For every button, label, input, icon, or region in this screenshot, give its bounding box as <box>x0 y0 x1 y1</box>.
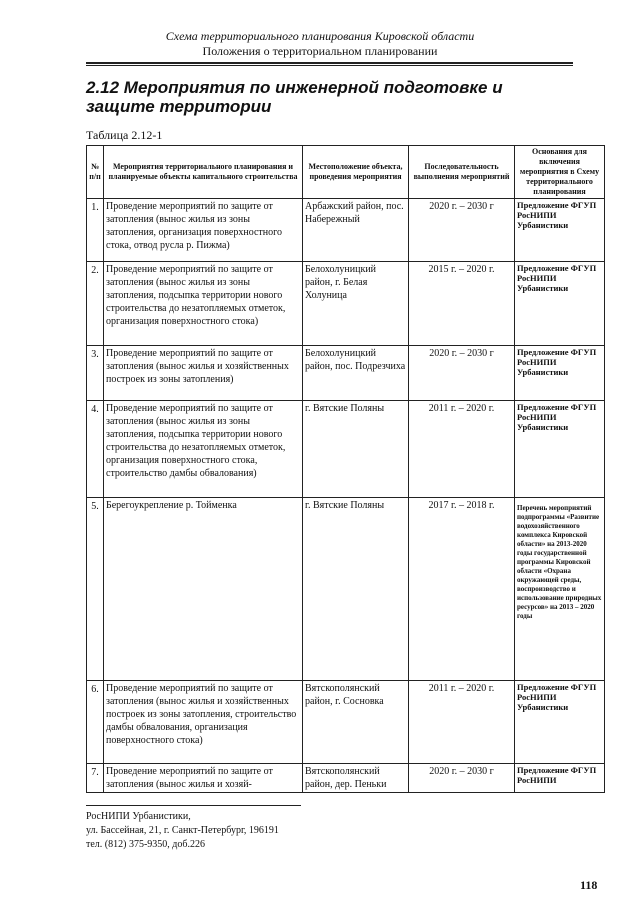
running-header-title: Схема территориального планирования Кировской области <box>165 29 475 43</box>
row-location: Белохолуницкий район, г. Белая Холуница <box>303 262 409 346</box>
measures-table <box>86 145 605 793</box>
table-row <box>87 401 605 498</box>
row-measure: Берегоукрепление р. Тойменка <box>104 498 303 681</box>
header-rule-thick <box>86 62 573 64</box>
header-period: Последовательность выполнения мероприятий <box>409 146 515 199</box>
row-basis: Предложение ФГУП РосНИПИ <box>515 764 605 793</box>
row-measure: Проведение мероприятий по защите от затопления (вынос жилья и хозяйственных построек из зоны затопления) <box>104 346 303 401</box>
row-num: 6. <box>87 681 104 764</box>
header-rule-thin <box>86 65 573 66</box>
row-basis: Предложение ФГУП РосНИПИ Урбанистики <box>515 401 605 498</box>
row-measure: Проведение мероприятий по защите от затопления (вынос жилья из зоны затопления, организация поверхностного стока, отвод русла р. Пижма) <box>104 199 303 262</box>
row-location: Вятскополянский район, дер. Пеньки <box>303 764 409 793</box>
row-measure: Проведение мероприятий по защите от затопления (вынос жилья из зоны затопления, подсыпка территории нового строительства до незатопляемых отметок, организация поверхностного стока, строительство дамбы обвалования) <box>104 401 303 498</box>
footer-org: РосНИПИ Урбанистики, <box>86 811 191 822</box>
running-header-subtitle: Положения о территориальном планировании <box>202 44 438 58</box>
table-row <box>87 346 605 401</box>
row-period: 2020 г. – 2030 г <box>409 764 515 793</box>
row-location: Арбажский район, пос. Набережный <box>303 199 409 262</box>
row-basis: Предложение ФГУП РосНИПИ Урбанистики <box>515 681 605 764</box>
row-location: Белохолуницкий район, пос. Подрезчиха <box>303 346 409 401</box>
row-num: 1. <box>87 199 104 262</box>
table-caption: Таблица 2.12-1 <box>86 128 163 142</box>
row-basis: Предложение ФГУП РосНИПИ Урбанистики <box>515 199 605 262</box>
row-num: 3. <box>87 346 104 401</box>
row-measure: Проведение мероприятий по защите от затопления (вынос жилья и хозяй- <box>104 764 303 793</box>
row-period: 2017 г. – 2018 г. <box>409 498 515 681</box>
section-title: 2.12 Мероприятия по инженерной подготовке и защите территории <box>86 78 503 116</box>
table-row <box>87 498 605 681</box>
row-period: 2015 г. – 2020 г. <box>409 262 515 346</box>
table-row <box>87 262 605 346</box>
row-basis: Предложение ФГУП РосНИПИ Урбанистики <box>515 346 605 401</box>
footer-street: ул. Бассейная, 21, г. Санкт-Петербург, 196191 <box>86 825 279 836</box>
row-num: 5. <box>87 498 104 681</box>
header-measure: Мероприятия территориального планирования и планируемые объекты капитального строительства <box>104 146 303 199</box>
row-period: 2020 г. – 2030 г <box>409 199 515 262</box>
row-basis: Перечень мероприятий подпрограммы «Развитие водохозяйственного комплекса Кировской области» на 2013-2020 годы государственной программы Кировской области «Охрана окружающей среды, воспроизводство и использование природных ресурсов» на 2013 – 2020 годы <box>515 498 605 681</box>
row-period: 2011 г. – 2020 г. <box>409 681 515 764</box>
table-row <box>87 199 605 262</box>
row-num: 2. <box>87 262 104 346</box>
row-location: г. Вятские Поляны <box>303 401 409 498</box>
table-row <box>87 681 605 764</box>
footer-rule <box>86 805 301 806</box>
row-location: г. Вятские Поляны <box>303 498 409 681</box>
row-num: 4. <box>87 401 104 498</box>
row-period: 2020 г. – 2030 г <box>409 346 515 401</box>
row-num: 7. <box>87 764 104 793</box>
row-period: 2011 г. – 2020 г. <box>409 401 515 498</box>
page-number: 118 <box>580 878 598 892</box>
footer-address <box>86 810 279 852</box>
header-num: № п/п <box>87 146 104 199</box>
header-location: Местоположение объекта, проведения мероприятия <box>303 146 409 199</box>
footer-phone: тел. (812) 375-9350, доб.226 <box>86 839 205 850</box>
row-measure: Проведение мероприятий по защите от затопления (вынос жилья и хозяйственных построек из зоны затопления, строительство дамбы обвалования, организация поверхностного стока) <box>104 681 303 764</box>
row-basis: Предложение ФГУП РосНИПИ Урбанистики <box>515 262 605 346</box>
header-basis: Основания для включения мероприятия в Схему территориального планирования <box>515 146 605 199</box>
table-row <box>87 764 605 793</box>
table-header-row <box>87 146 605 199</box>
row-location: Вятскополянский район, г. Сосновка <box>303 681 409 764</box>
row-measure: Проведение мероприятий по защите от затопления (вынос жилья из зоны затопления, подсыпка территории нового строительства до незатопляемых отметок, организация поверхностного стока) <box>104 262 303 346</box>
